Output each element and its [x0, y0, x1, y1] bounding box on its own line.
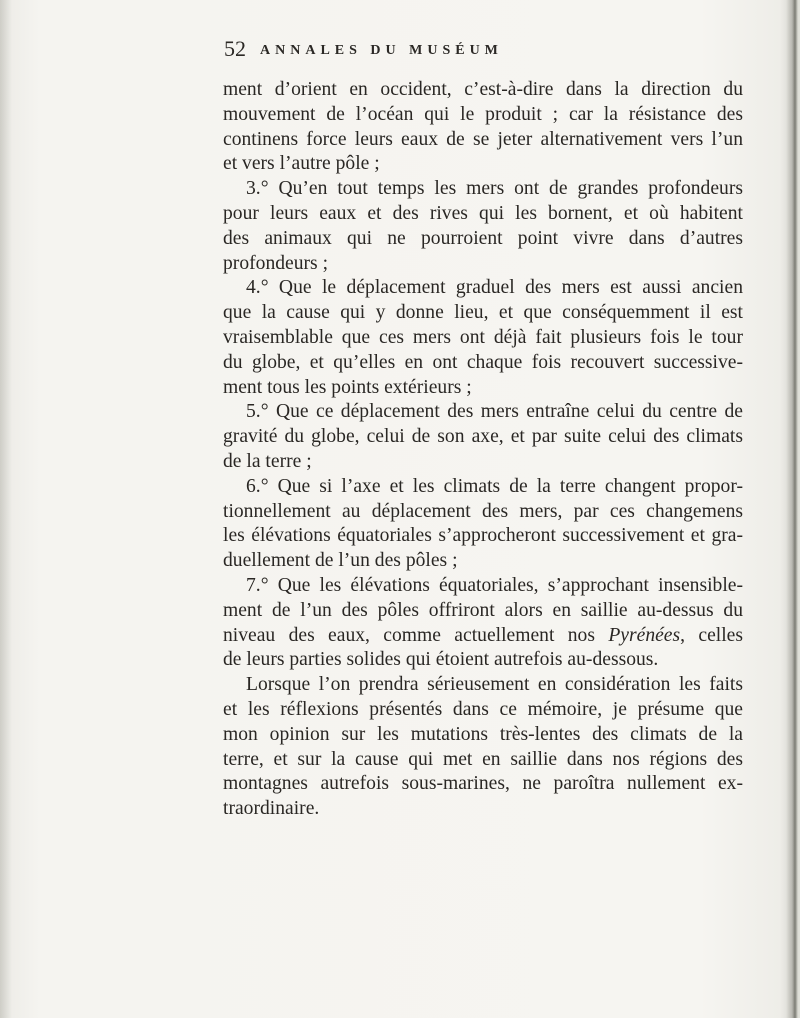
text-line: duellement de l’un des pôles ; [223, 550, 458, 572]
text-line: niveau des eaux, comme actuellement nos Pyrénées, celles [223, 624, 743, 646]
text-line: de leurs parties solides qui étoient autrefois au-dessous. [223, 649, 659, 671]
page-header [224, 36, 724, 62]
running-title: ANNALES DU MUSÉUM [260, 43, 503, 58]
text-line: 3.° Qu’en tout temps les mers ont de grandes profondeurs [246, 178, 743, 200]
text-line: et les réflexions présentés dans ce mémoire, je présume que [223, 698, 743, 720]
body-text [223, 78, 743, 822]
text-line: continens force leurs eaux de se jeter alternativement vers l’un [223, 128, 743, 150]
text-line: des animaux qui ne pourroient point vivre dans d’autres [223, 227, 743, 249]
text-line: mon opinion sur les mutations très-lentes des climats de la [223, 723, 743, 745]
page-edge-shadow [786, 0, 800, 1018]
text-line: mouvement de l’océan qui le produit ; car la résistance des [223, 103, 743, 125]
text-line: 4.° Que le déplacement graduel des mers est aussi ancien [246, 277, 743, 299]
text-line: 7.° Que les élévations équatoriales, s’approchant insensible- [246, 574, 743, 596]
text-line: que la cause qui y donne lieu, et que conséquemment il est [223, 302, 743, 324]
text-line: profondeurs ; [223, 252, 329, 274]
text-line: ment d’orient en occident, c’est-à-dire dans la direction du [223, 79, 743, 100]
text-line: du globe, et qu’elles en ont chaque fois recouvert successive- [223, 351, 743, 373]
text-line: pour leurs eaux et des rives qui les bornent, et où habitent [223, 202, 743, 224]
italic-place-name: Pyrénées [608, 624, 681, 646]
page-number: 52 [224, 36, 246, 61]
text-line: et vers l’autre pôle ; [223, 153, 380, 175]
text-line: tionnellement au déplacement des mers, par ces changemens [223, 500, 743, 522]
text-line: 5.° Que ce déplacement des mers entraîne celui du centre de [246, 401, 743, 423]
text-line: ment tous les points extérieurs ; [223, 376, 472, 398]
text-line: traordinaire. [223, 798, 320, 820]
text-line: les élévations équatoriales s’approcheront successivement et gra- [223, 525, 743, 547]
text-line: de la terre ; [223, 450, 312, 472]
text-line: vraisemblable que ces mers ont déjà fait plusieurs fois le tour [223, 326, 743, 348]
text-line: gravité du globe, celui de son axe, et par suite celui des climats [223, 426, 743, 448]
text-line: terre, et sur la cause qui met en saillie dans nos régions des [223, 748, 743, 770]
text-line: montagnes autrefois sous-marines, ne paroîtra nullement ex- [223, 773, 743, 795]
page-gutter-shadow [0, 0, 12, 1018]
text-line: Lorsque l’on prendra sérieusement en considération les faits [246, 674, 743, 696]
text-line: 6.° Que si l’axe et les climats de la terre changent propor- [246, 475, 743, 497]
text-line: ment de l’un des pôles offriront alors en saillie au-dessus du [223, 599, 743, 621]
